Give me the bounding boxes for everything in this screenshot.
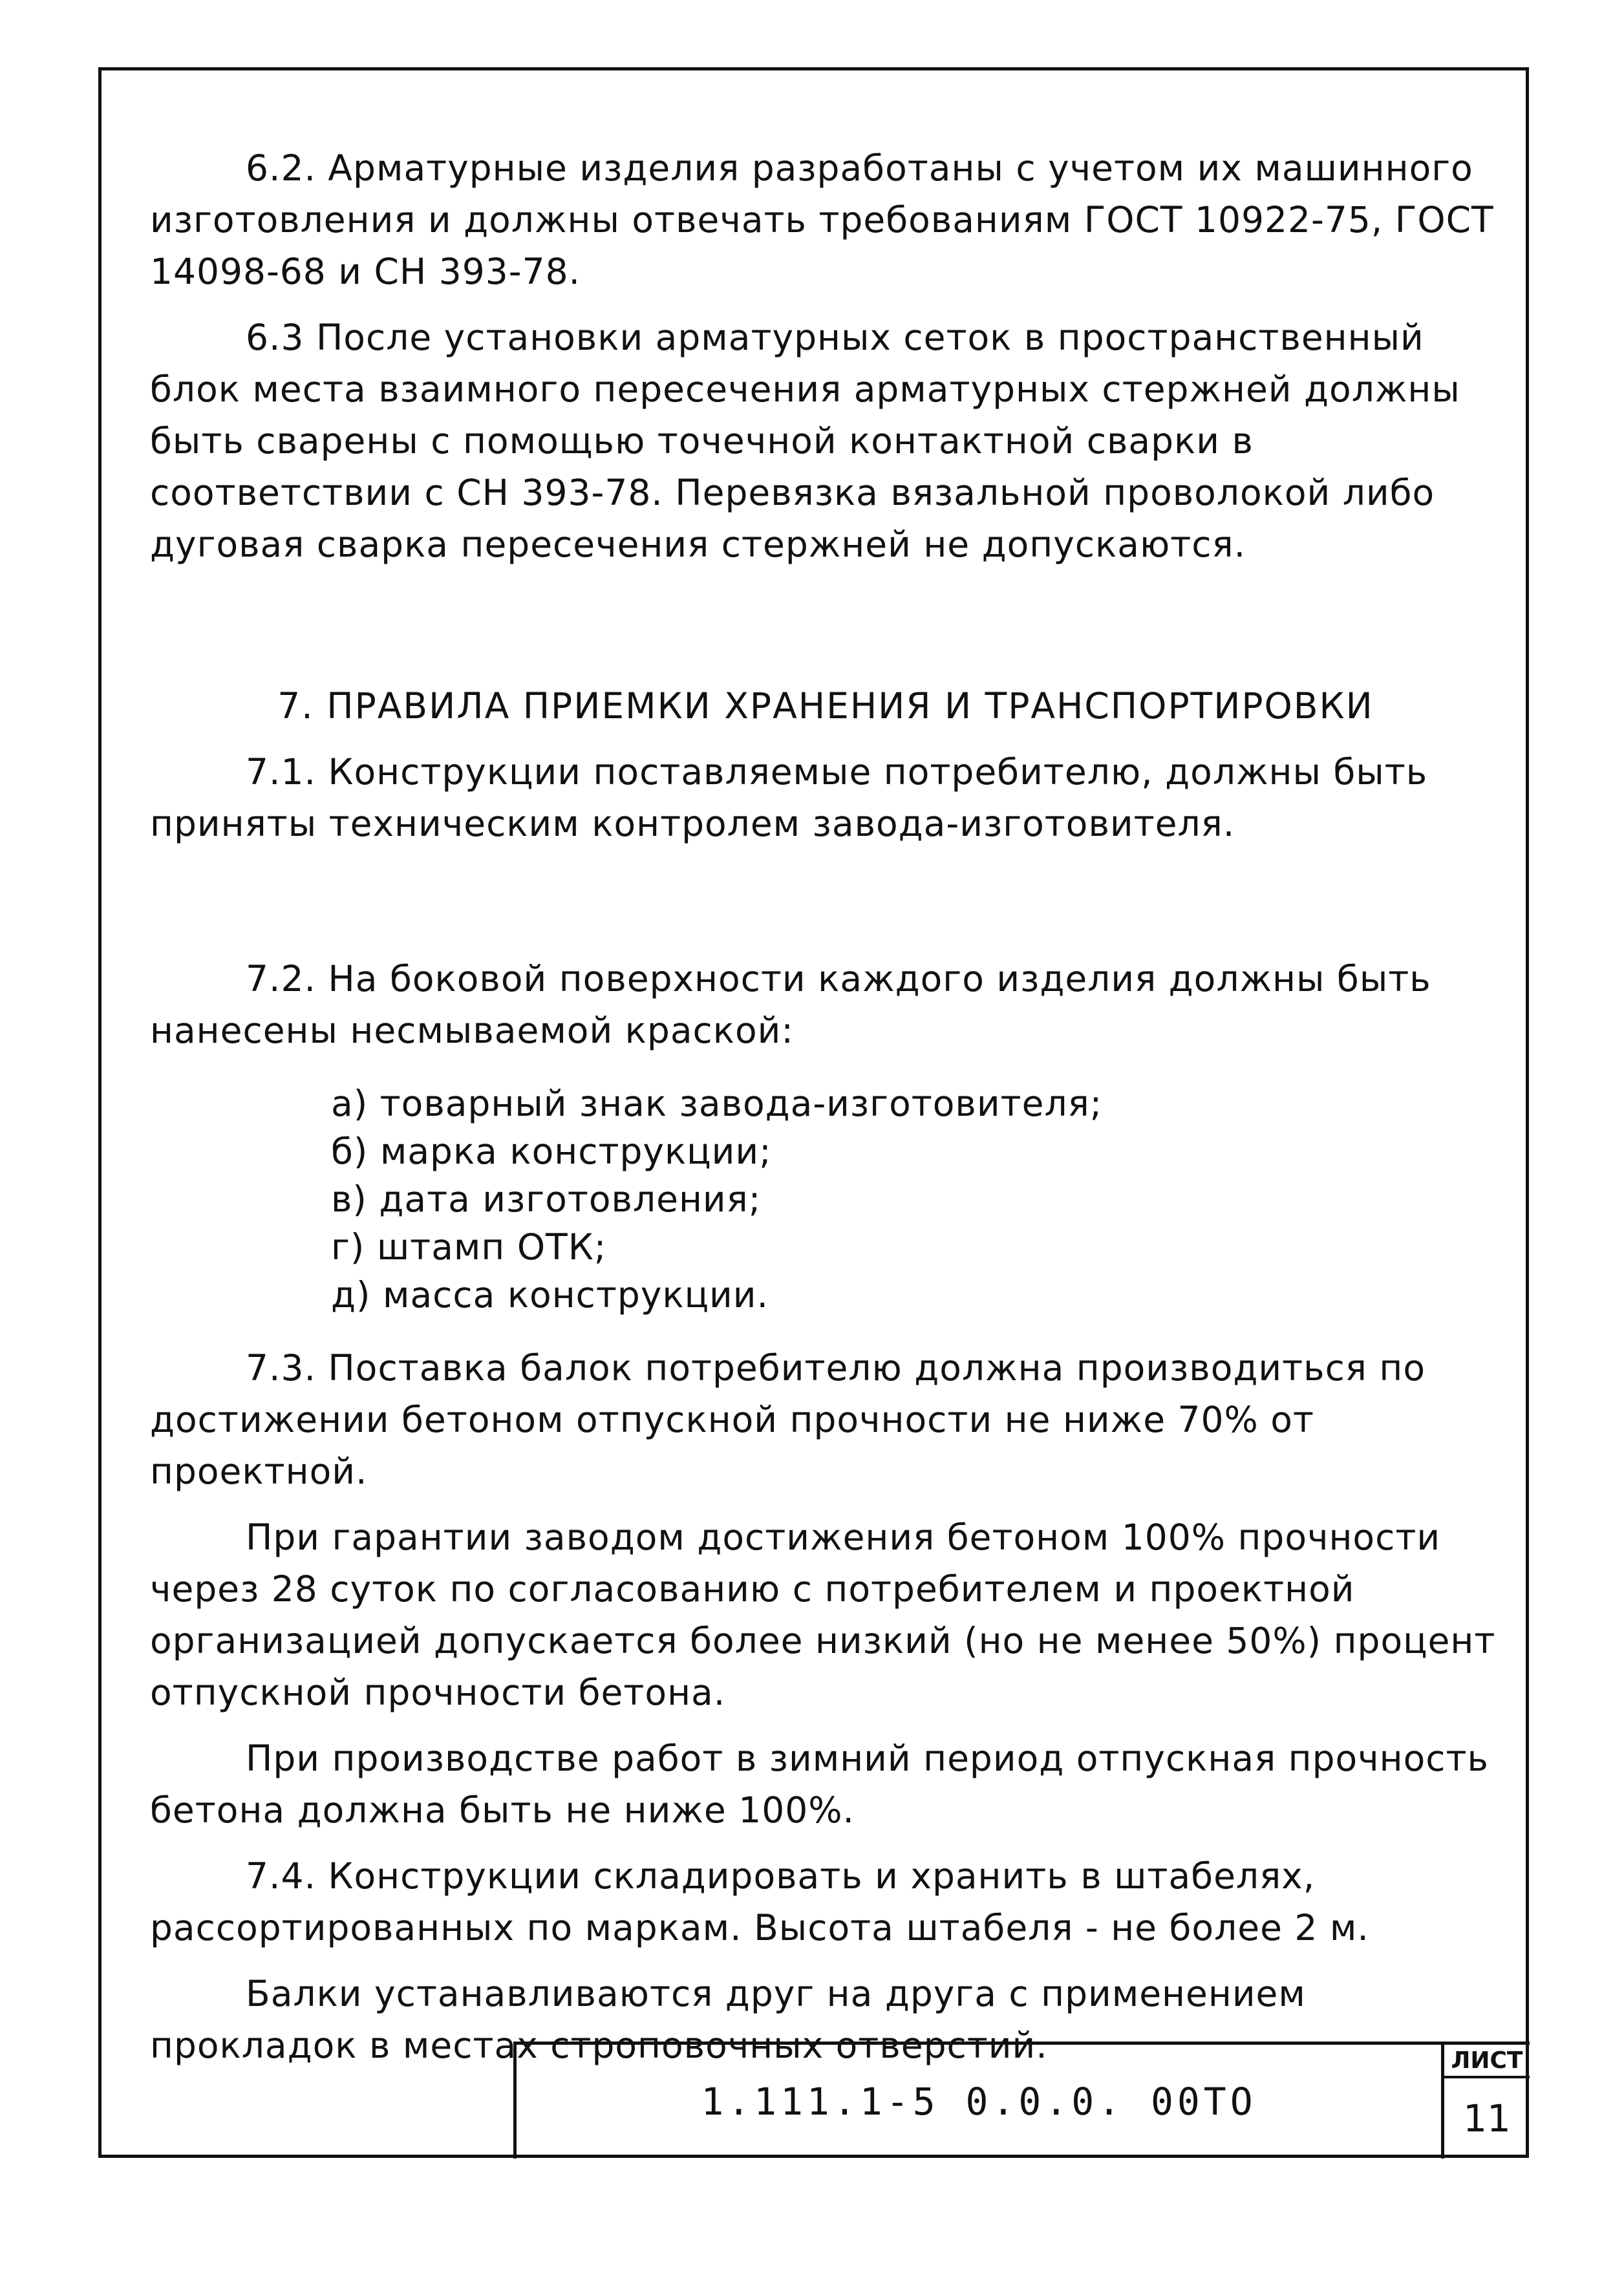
paragraph-6-2: 6.2. Арматурные изделия разработаны с учетом их машинного изготовления и должны отвечать требованиям ГОСТ 10922-75, ГОСТ 14098-68 и СН 393-78. (150, 147, 1494, 292)
title-block (513, 2042, 1530, 2159)
paragraph-6-3: 6.3 После установки арматурных сеток в пространственный блок места взаимного пересечения арматурных стержней должны быть сварены с помощью точечной контактной сварки в соответствии с СН 393-78. Перевязка вязальной проволокой либо дуговая сварка пересечения стержней не допускаются. (150, 317, 1460, 565)
list-item: в) дата изготовления; (331, 1178, 762, 1220)
paragraph-7-2: 7.2. На боковой поверхности каждого изделия должны быть нанесены несмываемой краской: (150, 958, 1431, 1051)
list-item: д) масса конструкции. (331, 1274, 769, 1316)
sheet-number: 11 (1463, 2096, 1511, 2140)
sheet-label: ЛИСТ (1444, 2045, 1530, 2078)
sheet-number-cell (1441, 2045, 1530, 2159)
list-item: б) марка конструкции; (331, 1131, 772, 1172)
paragraph-7-3: 7.3. Поставка балок потребителю должна производиться по достижении бетоном отпускной прочности не ниже 70% от проектной. (150, 1347, 1426, 1492)
document-body (150, 142, 1501, 2071)
paragraph-7-4: 7.4. Конструкции складировать и хранить в штабелях, рассортированных по маркам. Высота штабеля - не более 2 м. (150, 1855, 1369, 1948)
paragraph-7-3-winter: При производстве работ в зимний период отпускная прочность бетона должна быть не ниже 100%. (150, 1738, 1489, 1831)
marking-list (331, 1080, 1501, 1319)
document-code: 1.111.1-5 0.0.0. 00ТО (701, 2080, 1257, 2124)
paragraph-7-1: 7.1. Конструкции поставляемые потребителю, должны быть приняты техническим контролем завода-изготовителя. (150, 751, 1428, 844)
list-item: г) штамп ОТК; (331, 1226, 607, 1268)
paragraph-7-3-guarantee: При гарантии заводом достижения бетоном 100% прочности через 28 суток по согласованию с потребителем и проектной организацией допускается более низкий (но не менее 50%) процент отпускной прочности бетона. (150, 1517, 1496, 1713)
section-heading-7: 7. ПРАВИЛА ПРИЕМКИ ХРАНЕНИЯ И ТРАНСПОРТИРОВКИ (277, 685, 1374, 727)
paragraph-7-4-stacking: Балки устанавливаются друг на друга с применением прокладок в местах строповочных отверстий. (150, 1973, 1306, 2066)
list-item: а) товарный знак завода-изготовителя; (331, 1083, 1103, 1124)
